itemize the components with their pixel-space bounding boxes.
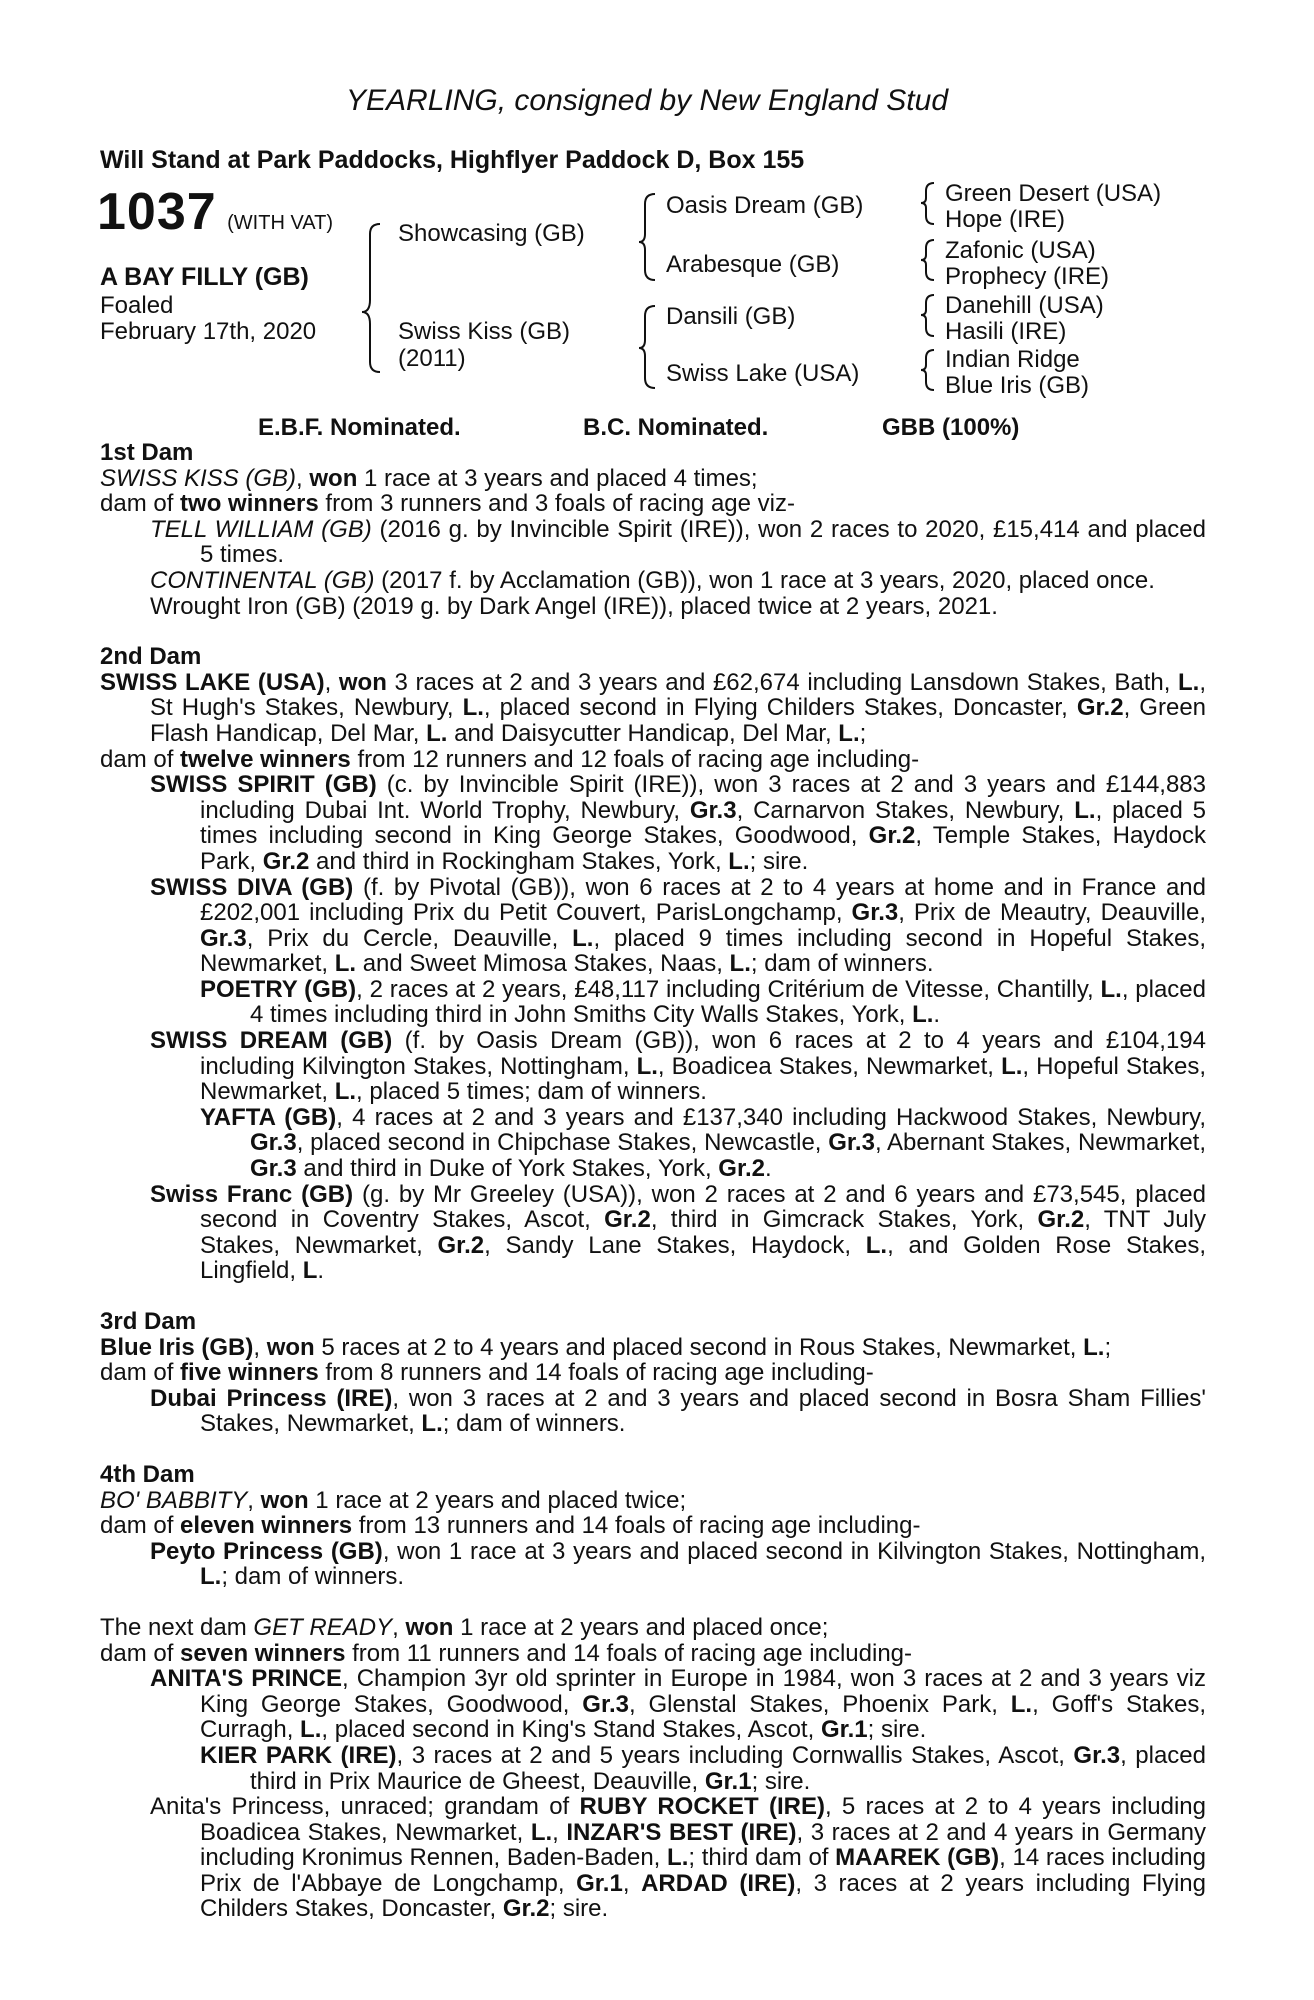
bc-nomination: B.C. Nominated.: [583, 414, 769, 441]
ancestor-4: Prophecy (IRE): [945, 263, 1110, 290]
dam-name: Swiss Kiss (GB): [398, 318, 571, 345]
lot-number: 1037: [97, 183, 217, 241]
ancestor-6: Hasili (IRE): [945, 318, 1067, 345]
second-dam-heading: 2nd Dam: [100, 643, 202, 671]
ebf-nomination: E.B.F. Nominated.: [258, 414, 461, 441]
second-dam-produce-line: dam of twelve winners from 12 runners and 12 foals of racing age including-: [100, 745, 920, 773]
dam-dam: Swiss Lake (USA): [666, 360, 860, 387]
produce-swiss-franc: Swiss Franc (GB) (g. by Mr Greeley (USA)), won 2 races at 2 and 6 years and £73,545, placed second in Coventry Stakes, Ascot, Gr.2, third in Gimcrack Stakes, York, Gr.2, TNT July Stakes, Newmarket, Gr.2, Sandy Lane Stakes, Haydock, L., and Golden Rose Stakes, Lingfield, L.: [150, 1180, 1207, 1285]
second-dam-line: SWISS LAKE (USA), won 3 races at 2 and 3 years and £62,674 including Lansdown Stakes, Bath, L., St Hugh's Stakes, Newbury, L., placed second in Flying Childers Stakes, Doncaster, Gr.2, Green Flash Handicap, Del Mar, L. and Daisycutter Handicap, Del Mar, L.;: [100, 668, 1207, 747]
ancestor-5: Danehill (USA): [945, 292, 1104, 319]
first-dam-line: SWISS KISS (GB), won 1 race at 3 years and placed 4 times;: [100, 464, 758, 492]
sire-sire: Oasis Dream (GB): [666, 192, 864, 219]
produce-swiss-diva: SWISS DIVA (GB) (f. by Pivotal (GB)), won 6 races at 2 to 4 years at home and in France and £202,001 including Prix du Petit Couvert, ParisLongchamp, Gr.3, Prix de Meautry, Deauville, Gr.3, Prix du Cercle, Deauville, L., placed 9 times including second in Hopeful Stakes, Newmarket, L. and Sweet Mimosa Stakes, Naas, L.; dam of winners.: [150, 873, 1206, 978]
catalogue-title: YEARLING, consigned by New England Stud: [346, 84, 949, 117]
produce-dubai-princess: Dubai Princess (IRE), won 3 races at 2 and 3 years and placed second in Bosra Sham Fillies' Stakes, Newmarket, L.; dam of winners.: [150, 1384, 1206, 1438]
produce-peyto-princess: Peyto Princess (GB), won 1 race at 3 years and placed second in Kilvington Stakes, Nottingham, L.; dam of winners.: [150, 1537, 1206, 1591]
produce-poetry: POETRY (GB), 2 races at 2 years, £48,117 including Critérium de Vitesse, Chantilly, L., placed 4 times including third in John Smiths City Walls Stakes, York, L..: [200, 975, 1207, 1029]
ancestor-8: Blue Iris (GB): [945, 372, 1090, 399]
ancestor-3: Zafonic (USA): [945, 237, 1096, 264]
gbb-rating: GBB (100%): [882, 414, 1020, 441]
produce-kier-park: KIER PARK (IRE), 3 races at 2 and 5 years including Cornwallis Stakes, Ascot, Gr.3, placed third in Prix Maurice de Gheest, Deauville, Gr.1; sire.: [200, 1741, 1207, 1795]
horse-description: A BAY FILLY (GB): [100, 263, 309, 291]
ancestor-7: Indian Ridge: [945, 346, 1080, 373]
ancestor-2: Hope (IRE): [945, 206, 1066, 233]
ancestor-1: Green Desert (USA): [945, 180, 1162, 207]
foaled-date: February 17th, 2020: [100, 318, 317, 345]
sire-name: Showcasing (GB): [398, 220, 585, 247]
dam-sire: Dansili (GB): [666, 303, 796, 330]
fourth-dam-line: BO' BABBITY, won 1 race at 2 years and placed twice;: [100, 1486, 687, 1514]
pedigree-body: [100, 440, 1206, 1922]
third-dam-heading: 3rd Dam: [100, 1308, 197, 1335]
produce-anitas-prince: ANITA'S PRINCE, Champion 3yr old sprinter in Europe in 1984, won 3 races at 2 and 3 years viz King George Stakes, Goodwood, Gr.3, Glenstal Stakes, Phoenix Park, L., Goff's Stakes, Curragh, L., placed second in King's Stand Stakes, Ascot, Gr.1; sire.: [150, 1665, 1207, 1744]
produce-swiss-dream: SWISS DREAM (GB) (f. by Oasis Dream (GB)), won 6 races at 2 to 4 years and £104,194 including Kilvington Stakes, Nottingham, L., Boadicea Stakes, Newmarket, L., Hopeful Stakes, Newmarket, L., placed 5 times; dam of winners.: [150, 1027, 1206, 1106]
first-dam-produce-line: dam of two winners from 3 runners and 3 foals of racing age viz-: [100, 490, 795, 518]
vat-note: (WITH VAT): [227, 212, 334, 234]
fourth-dam-produce-line: dam of eleven winners from 13 runners and 14 foals of racing age including-: [100, 1512, 921, 1540]
first-dam-name: SWISS KISS (GB): [100, 464, 297, 492]
fourth-dam-heading: 4th Dam: [100, 1460, 195, 1488]
foaled-label: Foaled: [100, 292, 174, 319]
produce-swiss-spirit: SWISS SPIRIT (GB) (c. by Invincible Spirit (IRE)), won 3 races at 2 and 3 years and £144,883 including Dubai Int. World Trophy, Newbury, Gr.3, Carnarvon Stakes, Newbury, L., placed 5 times including second in King George Stakes, Goodwood, Gr.2, Temple Stakes, Haydock Park, Gr.2 and third in Rockingham Stakes, York, L.; sire.: [150, 771, 1207, 875]
next-dam-line: The next dam GET READY, won 1 race at 2 years and placed once;: [100, 1613, 829, 1641]
produce-continental: CONTINENTAL (GB) (2017 f. by Acclamation (GB)), won 1 race at 3 years, 2020, placed once.: [150, 566, 1155, 594]
produce-tell-william: TELL WILLIAM (GB) (2016 g. by Invincible Spirit (IRE)), won 2 races to 2020, £15,414 and placed 5 times.: [150, 515, 1206, 569]
sire-dam: Arabesque (GB): [666, 251, 840, 278]
third-dam-line: Blue Iris (GB), won 5 races at 2 to 4 years and placed second in Rous Stakes, Newmarket, L.;: [100, 1333, 1112, 1361]
produce-yafta: YAFTA (GB), 4 races at 2 and 3 years and £137,340 including Hackwood Stakes, Newbury, Gr.3, placed second in Chipchase Stakes, Newcastle, Gr.3, Abernant Stakes, Newmarket, Gr.3 and third in Duke of York Stakes, York, Gr.2.: [200, 1103, 1207, 1183]
stand-location: Will Stand at Park Paddocks, Highflyer Paddock D, Box 155: [100, 146, 805, 174]
next-dam-produce-line: dam of seven winners from 11 runners and 14 foals of racing age including-: [100, 1639, 913, 1667]
first-dam-heading: 1st Dam: [100, 439, 194, 466]
produce-wrought-iron: Wrought Iron (GB) (2019 g. by Dark Angel (IRE)), placed twice at 2 years, 2021.: [150, 592, 998, 620]
third-dam-produce-line: dam of five winners from 8 runners and 14 foals of racing age including-: [100, 1359, 874, 1387]
produce-anitas-princess: Anita's Princess, unraced; grandam of RUBY ROCKET (IRE), 5 races at 2 to 4 years including Boadicea Stakes, Newmarket, L., INZAR'S BEST (IRE), 3 races at 2 and 4 years in Germany including Kronimus Rennen, Baden-Baden, L.; third dam of MAAREK (GB), 14 races including Prix de l'Abbaye de Longchamp, Gr.1, ARDAD (IRE), 3 races at 2 years including Flying Childers Stakes, Doncaster, Gr.2; sire.: [150, 1793, 1207, 1923]
dam-year: (2011): [398, 345, 466, 372]
